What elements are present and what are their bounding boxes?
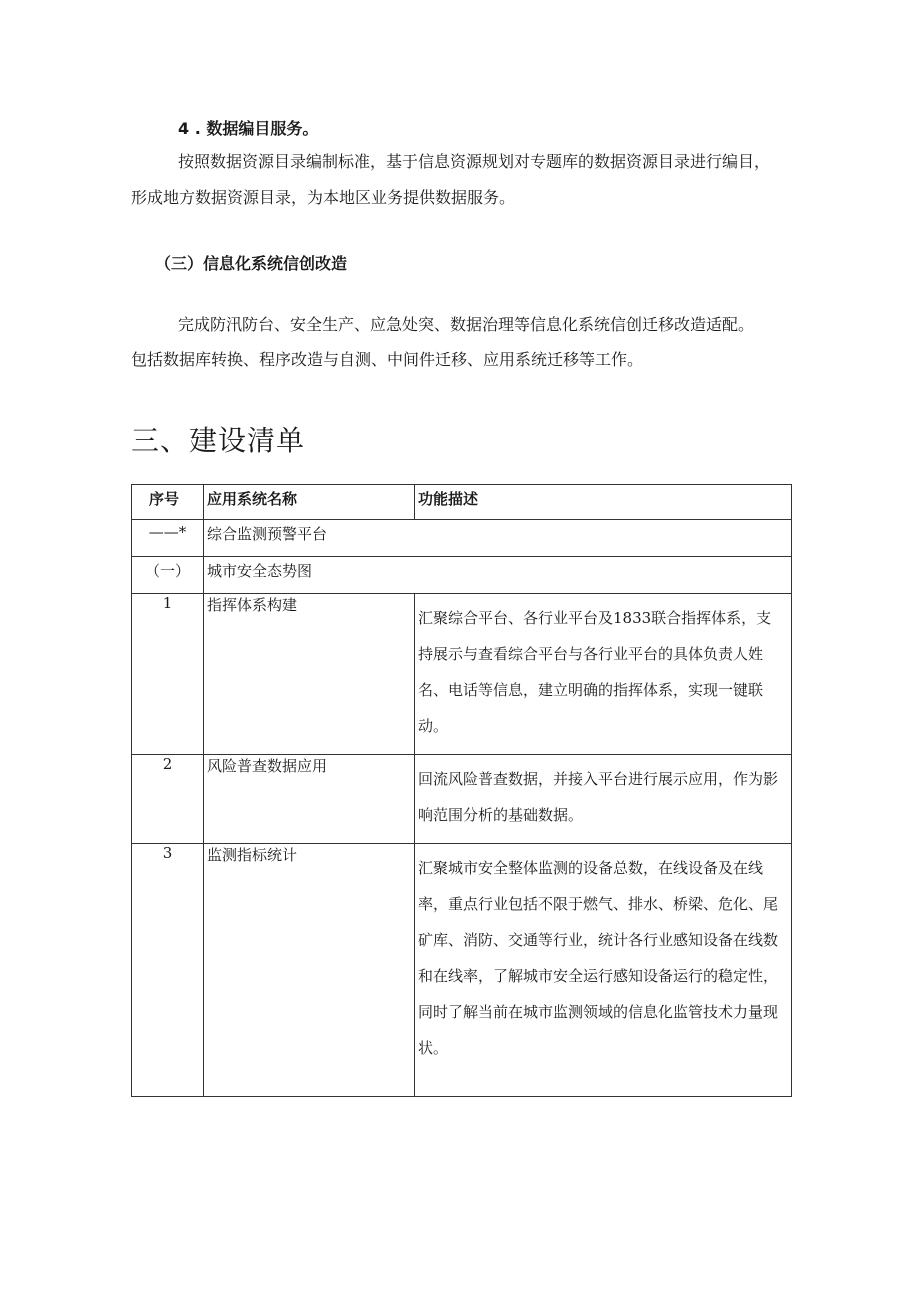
header-cell-name: 应用系统名称 [204,485,415,520]
group-name-cell: 综合监测预警平台 [204,520,792,557]
data-catalog-para-line-2: 形成地方数据资源目录，为本地区业务提供数据服务。 [131,188,516,207]
table-header-row [132,485,792,520]
row-name-cell: 指挥体系构建 [204,594,415,755]
table-row [132,755,792,844]
row-desc-cell: 汇聚城市安全整体监测的设备总数，在线设备及在线率，重点行业包括不限于燃气、排水、桥梁、危化、尾矿库、消防、交通等行业，统计各行业感知设备在线数和在线率，了解城市安全运行感知设备运行的稳定性，同时了解当前在城市监测领域的信息化监管技术力量现状。 [415,844,792,1097]
subgroup-name-cell: 城市安全态势图 [204,557,792,594]
table-row [132,844,792,1097]
construction-list-table [131,484,792,1097]
subgroup-no-cell: （一） [132,557,204,594]
data-catalog-para-line-1: 按照数据资源目录编制标准，基于信息资源规划对专题库的数据资源目录进行编目， [178,152,771,171]
row-desc-cell: 汇聚综合平台、各行业平台及1833联合指挥体系，支持展示与查看综合平台与各行业平台的具体负责人姓名、电话等信息，建立明确的指挥体系，实现一键联动。 [415,594,792,755]
xinchuang-para-line-2: 包括数据库转换、程序改造与自测、中间件迁移、应用系统迁移等工作。 [131,350,644,369]
row-name-cell: 风险普查数据应用 [204,755,415,844]
row-name-cell: 监测指标统计 [204,844,415,1097]
xinchuang-para-line-1: 完成防汛防台、安全生产、应急处突、数据治理等信息化系统信创迁移改造适配。 [178,315,755,334]
xinchuang-retrofit-heading: （三）信息化系统信创改造 [155,254,348,273]
row-desc-cell: 回流风险普查数据，并接入平台进行展示应用，作为影响范围分析的基础数据。 [415,755,792,844]
row-no-cell: 2 [132,755,204,844]
row-no-cell: 3 [132,844,204,1097]
table-subgroup-row [132,557,792,594]
table-row [132,594,792,755]
construction-list-heading: 三、建设清单 [131,424,306,457]
group-no-cell: ——* [132,520,204,557]
header-cell-no: 序号 [132,485,204,520]
data-catalog-service-heading: 4 . 数据编目服务。 [178,119,319,138]
row-no-cell: 1 [132,594,204,755]
table-group-row [132,520,792,557]
header-cell-desc: 功能描述 [415,485,792,520]
